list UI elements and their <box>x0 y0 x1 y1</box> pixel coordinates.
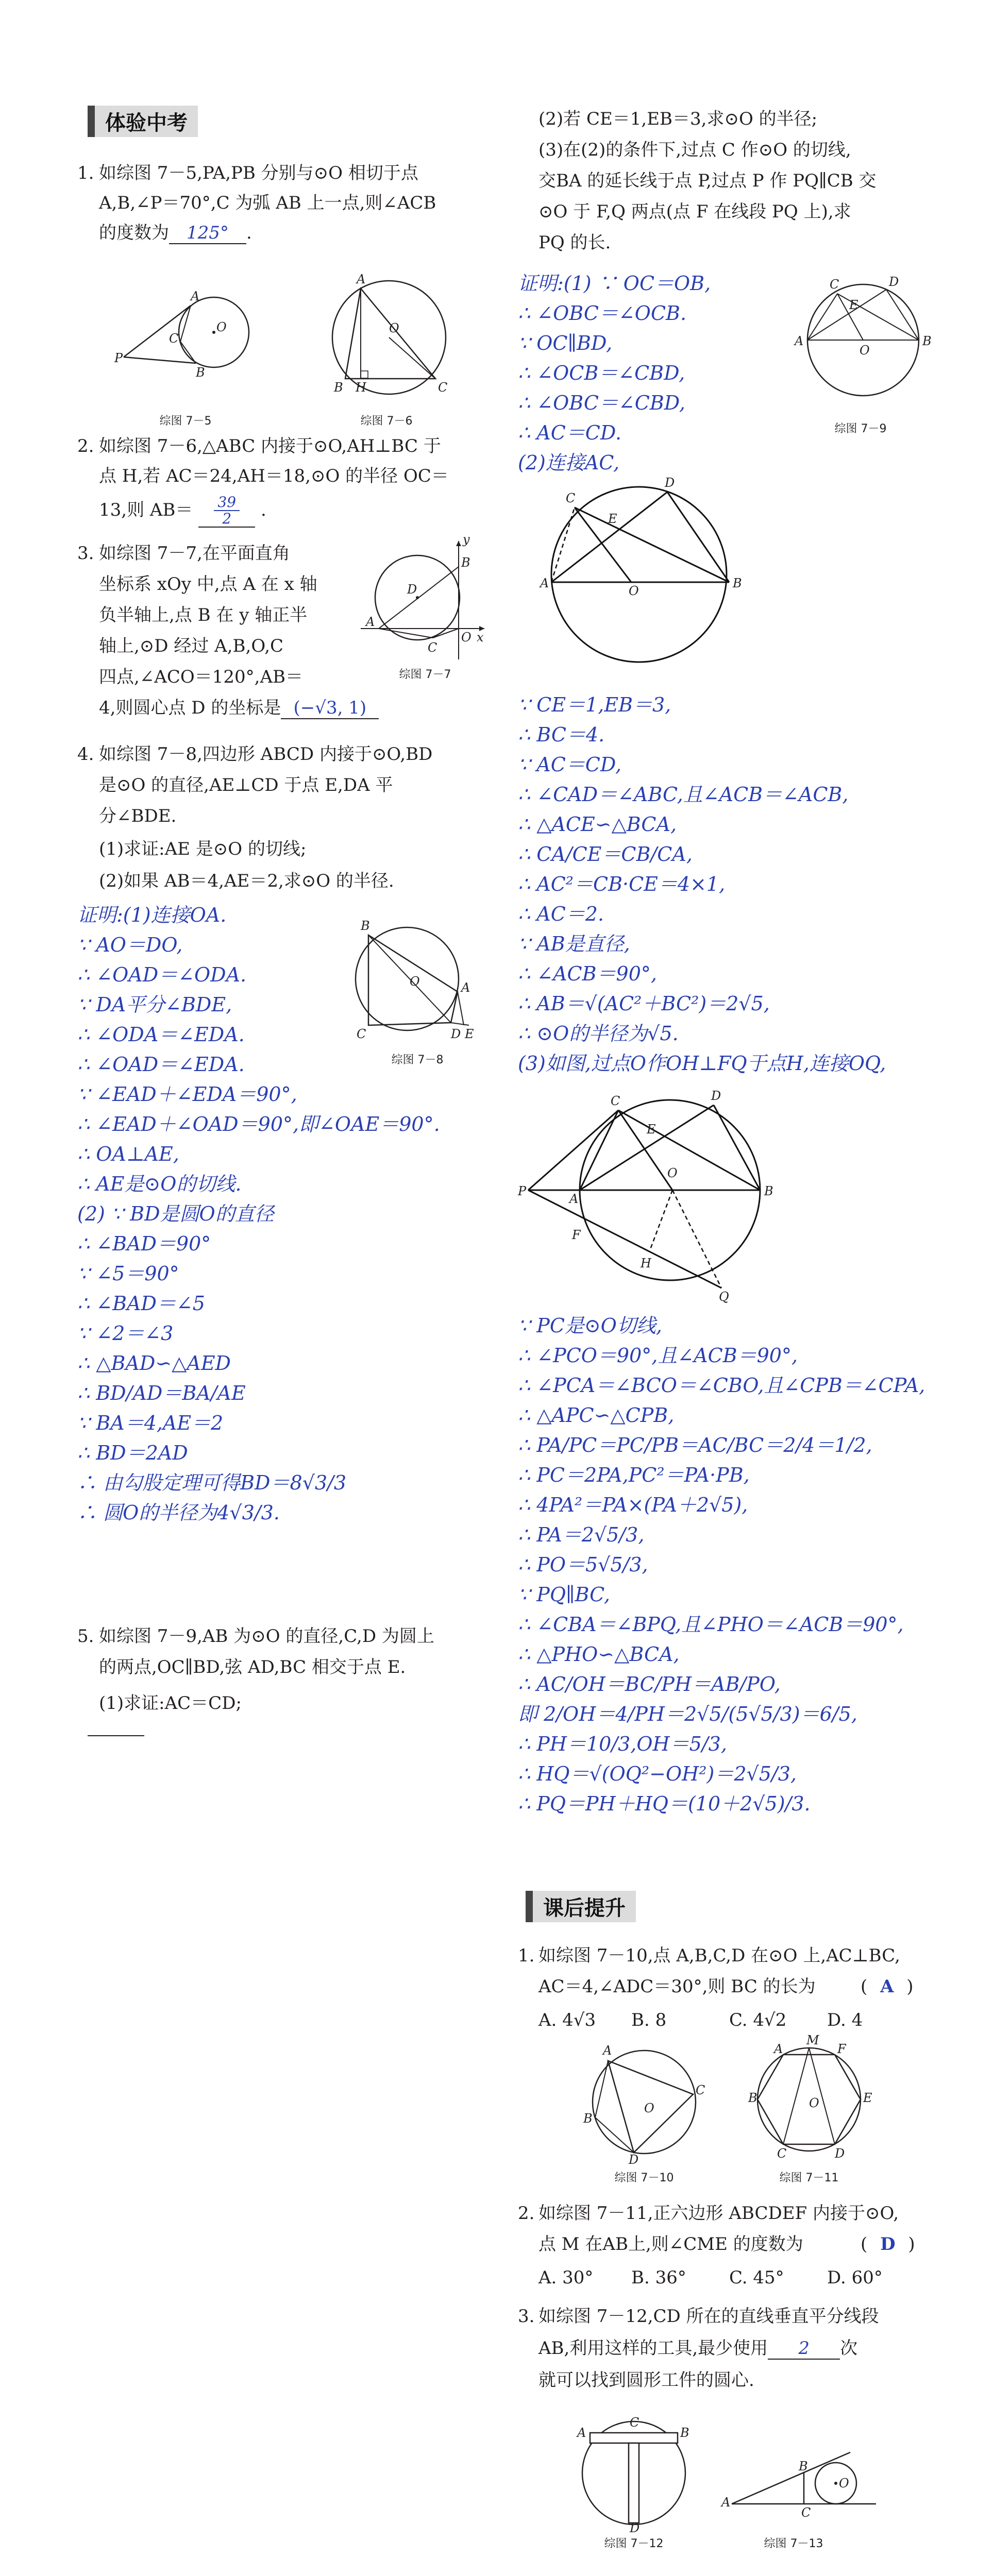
svg-text:A: A <box>795 334 804 348</box>
q5-part1: (1)求证:AC＝CD; <box>99 1693 242 1714</box>
svg-text:O: O <box>410 974 420 989</box>
sol5c-line-11: ∴ △PHO∽△BCA, <box>518 1643 680 1666</box>
q3-line6: 4,则圆心点 D 的坐标是 (−√3, 1) <box>99 694 379 721</box>
sol5c-line-0: ∵ PC是⊙O切线, <box>518 1314 662 1337</box>
svg-text:B: B <box>196 365 205 380</box>
svg-text:B: B <box>748 2091 757 2105</box>
sol5b-line-12: (3)如图,过点O作OH⊥FQ于点H,连接OQ, <box>518 1052 886 1075</box>
q4-line3: 分∠BDE. <box>99 806 177 826</box>
k3-line2: AB,利用这样的工具,最少使用 2 次 <box>538 2338 858 2359</box>
svg-text:B: B <box>799 2459 808 2473</box>
q3-line1: 如综图 7－7,在平面直角 <box>99 543 290 564</box>
sol4-line-7: ∴ ∠EAD＋∠OAD＝90°,即∠OAE＝90°. <box>77 1113 440 1136</box>
figure-7-10 <box>577 2040 711 2167</box>
sol4-line-12: ∵ ∠5＝90° <box>77 1262 179 1285</box>
k1-choice-d: D. 4 <box>827 2010 863 2030</box>
svg-text:C: C <box>696 2083 705 2097</box>
svg-text:C: C <box>611 1094 620 1108</box>
k2-choice-c: C. 45° <box>729 2267 784 2288</box>
q2-line1: 如综图 7－6,△ABC 内接于⊙O,AH⊥BC 于 <box>99 436 441 456</box>
q5-part3-line2: 交BA 的延长线于点 P,过点 P 作 PQ∥CB 交 <box>538 171 877 191</box>
svg-text:P: P <box>518 1184 527 1198</box>
k1-line2: AC＝4,∠ADC＝30°,则 BC 的长为 <box>538 1976 816 1997</box>
section-title-after-class: 课后提升 <box>526 1891 636 1922</box>
figure-7-7 <box>356 531 490 665</box>
sol5b-line-6: ∴ AC²＝CB·CE＝4×1, <box>518 873 726 895</box>
k1-answer: A <box>880 1976 894 1997</box>
svg-text:E: E <box>608 512 617 526</box>
svg-text:x: x <box>477 630 484 645</box>
svg-text:F: F <box>572 1228 581 1242</box>
svg-text:A: A <box>191 289 200 303</box>
figure-7-8 <box>345 914 479 1048</box>
q5-number: 5. <box>77 1626 94 1647</box>
caption-fig-7-13: 综图 7－13 <box>764 2537 823 2550</box>
q2-answer-numerator: 39 <box>214 495 240 511</box>
sol5a-line-0: 证明:(1) ∵ OC＝OB, <box>518 272 711 295</box>
sol4-line-1: ∵ AO＝DO, <box>77 934 183 956</box>
svg-text:D: D <box>889 275 899 289</box>
k1-choice-a: A. 4√3 <box>538 2010 596 2030</box>
k2-choice-a: A. 30° <box>538 2267 594 2288</box>
caption-fig-7-7: 综图 7－7 <box>399 668 451 681</box>
sol4-line-19: ∴ 由勾股定理可得BD＝8√3/3 <box>77 1471 347 1494</box>
sol4-line-20: ∴ 圆O的半径为4√3/3. <box>77 1501 280 1524</box>
svg-text:D: D <box>835 2146 845 2161</box>
q2-line2: 点 H,若 AC＝24,AH＝18,⊙O 的半径 OC＝ <box>99 466 449 486</box>
q2-number: 2. <box>77 436 94 456</box>
svg-text:B: B <box>334 380 343 395</box>
q5-part3-line1: (3)在(2)的条件下,过点 C 作⊙O 的切线, <box>538 140 851 160</box>
sol5c-line-8: ∴ PO＝5√5/3, <box>518 1553 648 1576</box>
k2-line1: 如综图 7－11,正六边形 ABCDEF 内接于⊙O, <box>538 2203 899 2224</box>
k1-choice-b: B. 8 <box>631 2010 667 2030</box>
svg-text:C: C <box>801 2505 811 2520</box>
svg-text:A: A <box>774 2042 783 2056</box>
sol4-line-0: 证明:(1)连接OA. <box>77 904 227 926</box>
figure-7-12 <box>572 2406 696 2535</box>
svg-text:O: O <box>667 1166 678 1180</box>
sol4-line-16: ∴ BD/AD＝BA/AE <box>77 1382 246 1404</box>
figure-7-13 <box>721 2442 886 2530</box>
k3-line3: 就可以找到圆形工件的圆心. <box>538 2370 754 2391</box>
sol5c-line-2: ∴ ∠PCA＝∠BCO＝∠CBO,且∠CPB＝∠CPA, <box>518 1374 925 1397</box>
q5-part3-line3: ⊙O 于 F,Q 两点(点 F 在线段 PQ 上),求 <box>538 201 851 222</box>
k2-number: 2. <box>518 2203 535 2224</box>
q1-line3: 的度数为 125° . <box>99 223 252 243</box>
svg-text:A: A <box>540 576 549 590</box>
sol4-line-15: ∴ △BAD∽△AED <box>77 1352 231 1375</box>
sol4-line-14: ∵ ∠2＝∠3 <box>77 1322 174 1345</box>
sol5c-line-5: ∴ PC＝2PA,PC²＝PA·PB, <box>518 1464 750 1486</box>
k2-line2: 点 M 在AB上,则∠CME 的度数为 <box>538 2234 803 2255</box>
svg-text:A: A <box>569 1192 579 1206</box>
sol5c-line-6: ∴ 4PA²＝PA×(PA＋2√5), <box>518 1494 748 1516</box>
svg-text:E: E <box>863 2091 872 2105</box>
q1-line1: 如综图 7－5,PA,PB 分别与⊙O 相切于点 <box>99 163 418 183</box>
sol5c-line-12: ∴ AC/OH＝BC/PH＝AB/PO, <box>518 1673 781 1696</box>
k4-number <box>518 2573 534 2576</box>
svg-text:C: C <box>428 640 437 655</box>
sol5b-line-0: ∵ CE＝1,EB＝3, <box>518 693 671 716</box>
sol5b-line-10: ∴ AB＝√(AC²＋BC²)＝2√5, <box>518 992 770 1015</box>
q3-answer: (−√3, 1) <box>281 698 379 719</box>
svg-text:B: B <box>764 1184 773 1198</box>
q3-number: 3. <box>77 543 94 564</box>
sol5c-line-15: ∴ HQ＝√(OQ²−OH²)＝2√5/3, <box>518 1762 797 1785</box>
k3-number: 3. <box>518 2306 535 2327</box>
svg-text:D: D <box>630 2521 640 2535</box>
svg-text:A: A <box>721 2495 731 2510</box>
svg-text:O: O <box>860 343 870 358</box>
k1-choice-c: C. 4√2 <box>729 2010 787 2030</box>
sol5c-line-7: ∴ PA＝2√5/3, <box>518 1523 645 1546</box>
svg-text:B: B <box>583 2111 593 2126</box>
svg-text:Q: Q <box>719 1290 729 1304</box>
figure-7-9 <box>788 273 938 407</box>
sol5b-line-1: ∴ BC＝4. <box>518 723 605 746</box>
q3-line5: 四点,∠ACO＝120°,AB＝ <box>99 667 303 687</box>
sol5c-line-9: ∵ PQ∥BC, <box>518 1583 610 1606</box>
k3-line1: 如综图 7－12,CD 所在的直线垂直平分线段 <box>538 2306 879 2327</box>
svg-text:E: E <box>465 1027 474 1041</box>
sol5a-line-5: ∴ AC＝CD. <box>518 421 622 444</box>
sol5b-line-2: ∵ AC＝CD, <box>518 753 622 776</box>
q4-line1: 如综图 7－8,四边形 ABCD 内接于⊙O,BD <box>99 744 433 765</box>
svg-text:C: C <box>630 2415 639 2430</box>
svg-text:O: O <box>461 630 471 645</box>
figure-7-5 <box>113 281 268 384</box>
sol5b-line-4: ∴ △ACE∽△BCA, <box>518 813 677 836</box>
svg-text:D: D <box>665 476 675 490</box>
caption-fig-7-10: 综图 7－10 <box>614 2172 674 2184</box>
sol4-line-3: ∵ DA平分∠BDE, <box>77 993 232 1016</box>
sol4-line-9: ∴ AE是⊙O的切线. <box>77 1173 242 1195</box>
svg-text:O: O <box>644 2101 654 2115</box>
figure-7-11 <box>742 2035 876 2164</box>
svg-text:A: A <box>357 272 366 286</box>
svg-text:A: A <box>603 2043 612 2058</box>
sol5c-line-13: 即 2/OH＝4/PH＝2√5/(5√5/3)＝6/5, <box>518 1703 857 1725</box>
svg-text:C: C <box>438 380 448 395</box>
svg-text:A: A <box>577 2426 586 2440</box>
q2-answer-denominator: 2 <box>222 510 232 527</box>
handwritten-figure-part2 <box>526 476 752 670</box>
sol5b-line-3: ∴ ∠CAD＝∠ABC,且∠ACB＝∠ACB, <box>518 783 849 806</box>
sol4-line-13: ∴ ∠BAD＝∠5 <box>77 1292 205 1315</box>
sol5a-line-3: ∴ ∠OCB＝∠CBD, <box>518 362 685 384</box>
svg-text:y: y <box>463 532 470 547</box>
svg-text:E: E <box>849 298 858 312</box>
caption-fig-7-11: 综图 7－11 <box>779 2172 839 2184</box>
k3-answer: 2 <box>768 2338 840 2360</box>
svg-text:B: B <box>461 555 470 570</box>
q2-line3: 13,则 AB＝ $\frac{39}{2}$ . <box>99 494 266 527</box>
q3-line2: 坐标系 xOy 中,点 A 在 x 轴 <box>99 574 317 595</box>
svg-text:D: D <box>711 1089 721 1103</box>
svg-text:C: C <box>830 277 839 292</box>
sol5c-line-3: ∴ △APC∽△CPB, <box>518 1404 675 1427</box>
sol5b-line-8: ∵ AB是直径, <box>518 933 630 955</box>
svg-text:H: H <box>641 1256 651 1270</box>
sol4-line-18: ∴ BD＝2AD <box>77 1442 188 1464</box>
sol5a-line-1: ∴ ∠OBC＝∠OCB. <box>518 302 687 325</box>
svg-text:B: B <box>361 919 370 933</box>
svg-text:E: E <box>647 1122 656 1137</box>
svg-text:A: A <box>461 980 470 995</box>
svg-text:O: O <box>216 320 227 334</box>
caption-fig-7-8: 综图 7－8 <box>391 1054 444 1066</box>
sol5c-line-4: ∴ PA/PC＝PC/PB＝AC/BC＝2/4＝1/2, <box>518 1434 872 1456</box>
caption-fig-7-5: 综图 7－5 <box>159 415 212 428</box>
svg-text:M: M <box>806 2033 819 2047</box>
k1-answer-box: ( A ) <box>861 1976 914 1997</box>
svg-text:B: B <box>922 334 932 348</box>
svg-text:D: D <box>629 2153 639 2167</box>
sol5c-line-1: ∴ ∠PCO＝90°,且∠ACB＝90°, <box>518 1344 798 1367</box>
sol4-line-8: ∴ OA⊥AE, <box>77 1143 179 1165</box>
svg-text:B: B <box>680 2426 689 2440</box>
k1-line1: 如综图 7－10,点 A,B,C,D 在⊙O 上,AC⊥BC, <box>538 1945 900 1966</box>
svg-text:O: O <box>629 584 639 598</box>
q1-number: 1. <box>77 163 94 183</box>
sol4-line-11: ∴ ∠BAD＝90° <box>77 1232 211 1255</box>
section-title-experience: 体验中考 <box>88 106 198 137</box>
sol4-line-6: ∵ ∠EAD＋∠EDA＝90°, <box>77 1083 297 1106</box>
q4-part1: (1)求证:AE 是⊙O 的切线; <box>99 839 307 859</box>
sol5c-line-14: ∴ PH＝10/3,OH＝5/3, <box>518 1733 727 1755</box>
caption-fig-7-6: 综图 7－6 <box>360 415 413 428</box>
sol5a-line-6: (2)连接AC, <box>518 451 620 474</box>
svg-text:C: C <box>566 491 576 505</box>
q1-answer: 125° <box>169 223 246 244</box>
k1-number: 1. <box>518 1945 535 1966</box>
svg-text:F: F <box>837 2042 846 2056</box>
k4-line1 <box>538 2573 884 2576</box>
k2-answer-box: ( D ) <box>861 2234 915 2255</box>
q4-part2: (2)如果 AB＝4,AE＝2,求⊙O 的半径. <box>99 871 394 891</box>
sol4-line-2: ∴ ∠OAD＝∠ODA. <box>77 963 247 986</box>
sol5a-line-4: ∴ ∠OBC＝∠CBD, <box>518 392 685 414</box>
sol5b-line-11: ∴ ⊙O的半径为√5. <box>518 1022 679 1045</box>
k2-choice-d: D. 60° <box>827 2267 883 2288</box>
svg-text:O: O <box>809 2096 819 2110</box>
sol4-line-5: ∴ ∠OAD＝∠EDA. <box>77 1053 245 1076</box>
svg-text:O: O <box>839 2476 849 2490</box>
svg-text:D: D <box>451 1027 461 1041</box>
svg-text:C: C <box>357 1027 366 1041</box>
sol4-line-17: ∵ BA＝4,AE＝2 <box>77 1412 224 1434</box>
q5-part3-line4: PQ 的长. <box>538 232 611 253</box>
svg-text:P: P <box>114 351 123 365</box>
sol5b-line-9: ∴ ∠ACB＝90°, <box>518 962 657 985</box>
q5-part2: (2)若 CE＝1,EB＝3,求⊙O 的半径; <box>538 109 818 129</box>
q3-line3: 负半轴上,点 B 在 y 轴正半 <box>99 605 308 625</box>
sol4-line-10: (2) ∵ BD是圆O的直径 <box>77 1202 274 1225</box>
sol5b-line-7: ∴ AC＝2. <box>518 903 604 925</box>
svg-text:D: D <box>407 582 417 597</box>
divider-short <box>88 1735 144 1736</box>
sol5c-line-10: ∴ ∠CBA＝∠BPQ,且∠PHO＝∠ACB＝90°, <box>518 1613 904 1636</box>
q4-line2: 是⊙O 的直径,AE⊥CD 于点 E,DA 平 <box>99 775 393 795</box>
svg-text:C: C <box>169 331 179 346</box>
k2-answer: D <box>880 2234 896 2255</box>
handwritten-figure-part3 <box>518 1087 773 1304</box>
caption-fig-7-9: 综图 7－9 <box>834 422 887 435</box>
q5-line1: 如综图 7－9,AB 为⊙O 的直径,C,D 为圆上 <box>99 1626 434 1647</box>
svg-text:H: H <box>356 380 366 395</box>
q3-line4: 轴上,⊙D 经过 A,B,O,C <box>99 636 284 656</box>
sol5a-line-2: ∵ OC∥BD, <box>518 332 613 354</box>
q1-line2: A,B,∠P＝70°,C 为弧 AB 上一点,则∠ACB <box>99 193 436 213</box>
sol5b-line-5: ∴ CA/CE＝CB/CA, <box>518 843 693 866</box>
svg-text:O: O <box>389 321 399 335</box>
sol4-line-4: ∴ ∠ODA＝∠EDA. <box>77 1023 245 1046</box>
k2-choice-b: B. 36° <box>631 2267 686 2288</box>
q5-line2: 的两点,OC∥BD,弦 AD,BC 相交于点 E. <box>99 1657 406 1677</box>
svg-text:A: A <box>366 615 375 629</box>
sol5c-line-16: ∴ PQ＝PH＋HQ＝(10＋2√5)/3. <box>518 1792 811 1815</box>
caption-fig-7-12: 综图 7－12 <box>604 2537 664 2550</box>
q4-number: 4. <box>77 744 94 765</box>
svg-text:B: B <box>733 576 742 590</box>
svg-text:C: C <box>777 2146 787 2161</box>
figure-7-6 <box>325 268 453 407</box>
